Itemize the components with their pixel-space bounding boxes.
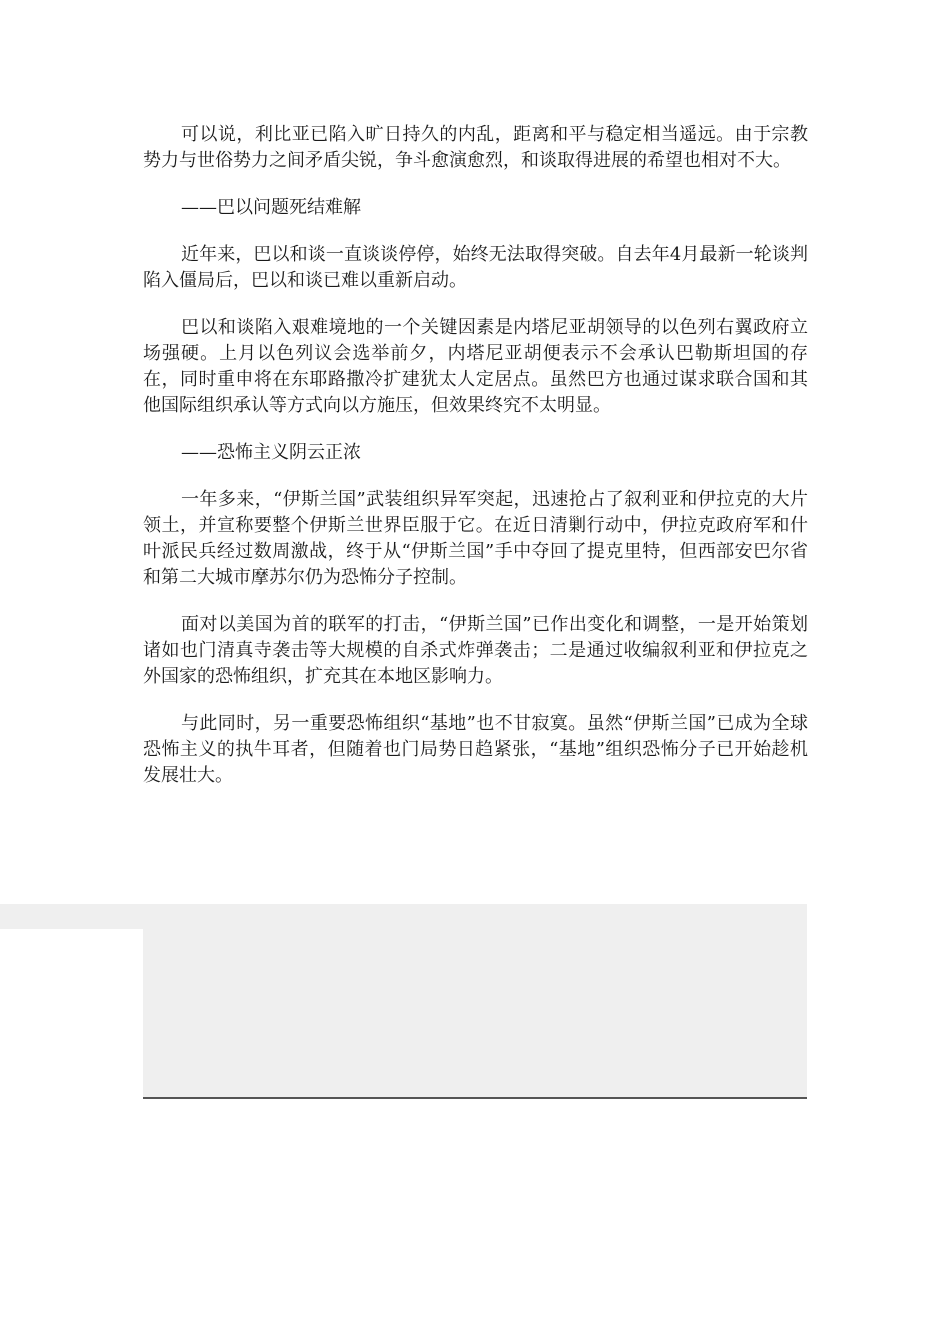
paragraph-peace-talks: 近年来，巴以和谈一直谈谈停停，始终无法取得突破。自去年4月最新一轮谈判陷入僵局后，巴以和谈已难以重新启动。 [143, 244, 808, 291]
article-body [143, 122, 808, 810]
section-heading-terrorism: ——恐怖主义阴云正浓 [181, 442, 361, 463]
paragraph-libya: 可以说，利比亚已陷入旷日持久的内乱，距离和平与稳定相当遥远。由于宗教势力与世俗势力之间矛盾尖锐，争斗愈演愈烈，和谈取得进展的希望也相对不大。 [143, 124, 808, 171]
white-margin-notch [0, 929, 143, 1129]
section-heading-palestine-israel: ——巴以问题死结难解 [181, 197, 361, 218]
paragraph-al-qaeda: 与此同时，另一重要恐怖组织“基地”也不甘寂寞。虽然“伊斯兰国”已成为全球恐怖主义的执牛耳者，但随着也门局势日趋紧张，“基地”组织恐怖分子已开始趁机发展壮大。 [143, 713, 808, 786]
paragraph-islamic-state: 一年多来，“伊斯兰国”武装组织异军突起，迅速抢占了叙利亚和伊拉克的大片领土，并宣称要整个伊斯兰世界臣服于它。在近日清剿行动中，伊拉克政府军和什叶派民兵经过数周激战，终于从“伊斯兰国”手中夺回了提克里特，但西部安巴尔省和第二大城市摩苏尔仍为恐怖分子控制。 [143, 489, 808, 588]
paragraph-coalition: 面对以美国为首的联军的打击，“伊斯兰国”已作出变化和调整，一是开始策划诸如也门清真寺袭击等大规模的自杀式炸弹袭击；二是通过收编叙利亚和伊拉克之外国家的恐怖组织，扩充其在本地区影响力。 [143, 614, 808, 687]
bottom-divider [143, 1097, 807, 1099]
paragraph-netanyahu: 巴以和谈陷入艰难境地的一个关键因素是内塔尼亚胡领导的以色列右翼政府立场强硬。上月以色列议会选举前夕，内塔尼亚胡便表示不会承认巴勒斯坦国的存在，同时重申将在东耶路撒冷扩建犹太人定居点。虽然巴方也通过谋求联合国和其他国际组织承认等方式向以方施压，但效果终究不太明显。 [143, 317, 808, 416]
